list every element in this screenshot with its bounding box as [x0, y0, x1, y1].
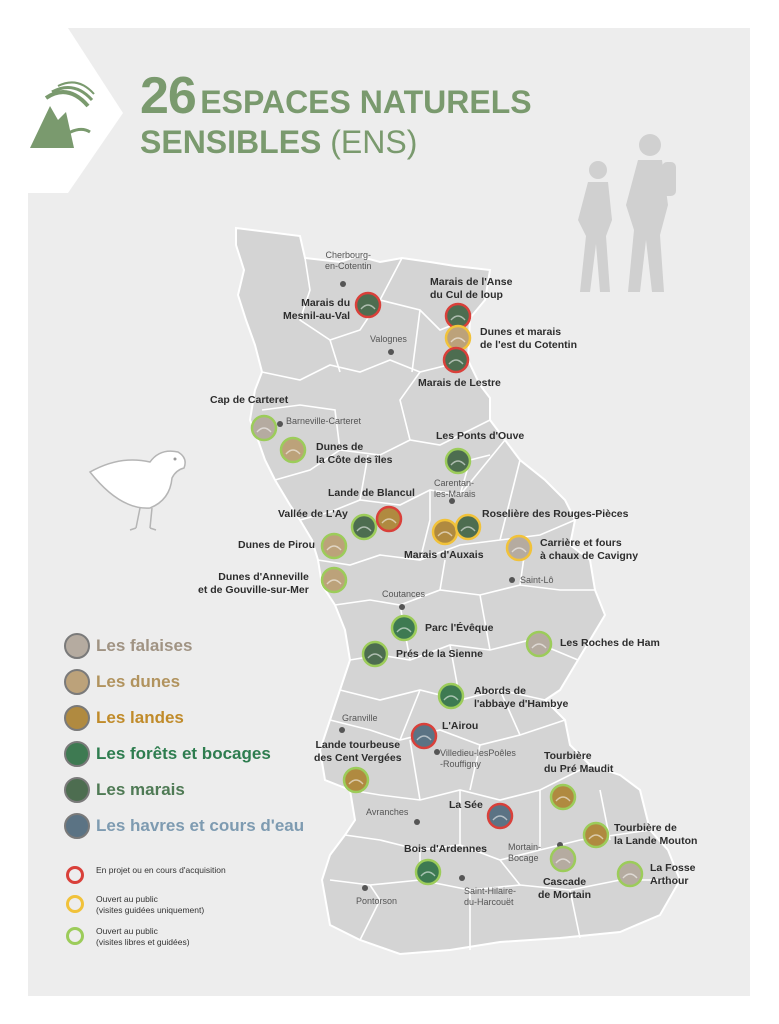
city-villedieu: Villedieu-lesPoêles -Rouffigny [440, 748, 516, 769]
site-marker-anneville [322, 568, 346, 592]
city-mortain: Mortain- Bocage [508, 842, 542, 863]
coutances-dot [399, 604, 405, 610]
site-marker-fosse [618, 862, 642, 886]
legend-item [64, 664, 304, 700]
site-label-eveque: Parc l'Évêque [425, 622, 494, 634]
site-marker-pirou [322, 534, 346, 558]
dune-icon [64, 669, 90, 695]
site-label-airou: L'Airou [442, 720, 479, 732]
site-label-hambye: Abords de l'abbaye d'Hambye [474, 685, 569, 710]
legend-label: Les forêts et bocages [96, 744, 271, 763]
site-label-anse: Marais de l'Anse du Cul de loup [430, 276, 513, 301]
city-avranches: Avranches [366, 807, 409, 817]
site-label-cascade: Cascade de Mortain [538, 876, 592, 901]
site-marker-rougespieces [456, 515, 480, 539]
site-label-sienne: Prés de la Sienne [396, 648, 483, 660]
site-marker-cavigny [507, 536, 531, 560]
site-label-blancul: Lande de Blancul [328, 487, 415, 499]
site-label-rougespieces: Roselière des Rouges-Pièces [482, 508, 629, 520]
legend-label: Les dunes [96, 672, 181, 691]
site-marker-sienne [363, 642, 387, 666]
site-label-carteret: Cap de Carteret [210, 394, 289, 406]
saint-hilaire-dot [459, 875, 465, 881]
valognes-dot [388, 349, 394, 355]
status-label: En projet ou en cours d'acquisition [96, 865, 226, 875]
site-label-cote-iles: Dunes de la Côte des îles [316, 441, 393, 466]
site-marker-cent-vergees [344, 768, 368, 792]
site-marker-pre-maudit [551, 785, 575, 809]
city-saint-lo: Saint-Lô [520, 575, 554, 585]
city-saint-hilaire: Saint-Hilaire- du-Harcouët [464, 886, 517, 907]
city-barneville: Barneville-Carteret [286, 416, 362, 426]
cherbourg-dot [340, 281, 346, 287]
site-marker-anse [446, 304, 470, 328]
city-carentan: Carentan- les-Marais [434, 478, 476, 499]
bird-illustration-icon [90, 451, 185, 530]
legend-label: Les havres et cours d'eau [96, 816, 305, 835]
site-label-see: La Sée [449, 799, 483, 811]
site-label-cent-vergees: Lande tourbeuse des Cent Vergées [314, 739, 402, 764]
barneville-dot [277, 421, 283, 427]
site-label-ham: Les Roches de Ham [560, 637, 660, 649]
title-line2-suffix: (ENS) [330, 124, 418, 160]
saint-lo-dot [509, 577, 515, 583]
legend-item [64, 808, 304, 844]
site-marker-ay [352, 515, 376, 539]
site-marker-cascade [551, 847, 575, 871]
site-label-lestre: Marais de Lestre [418, 377, 501, 389]
category-legend [64, 628, 304, 844]
legend-item [64, 700, 304, 736]
status-ring-icon [66, 866, 84, 884]
site-label-mesnil: Marais du Mesnil-au-Val [283, 297, 351, 322]
city-granville: Granville [342, 713, 378, 723]
site-label-auxais: Marais d'Auxais [404, 549, 484, 561]
status-label: Ouvert au public (visites guidées uniquement) [96, 894, 205, 915]
site-marker-carteret [252, 416, 276, 440]
site-marker-blancul [377, 507, 401, 531]
site-label-fosse: La Fosse Arthour [650, 862, 696, 887]
site-marker-airou [412, 724, 436, 748]
site-label-pre-maudit: Tourbière du Pré Maudit [544, 750, 614, 775]
site-marker-hambye [439, 684, 463, 708]
pontorson-dot [362, 885, 368, 891]
forest-icon [64, 741, 90, 767]
status-ring-icon [66, 927, 84, 945]
legend-label: Les marais [96, 780, 185, 799]
site-label-cavigny: Carrière et fours à chaux de Cavigny [540, 537, 639, 562]
site-label-ponts-ouve: Les Ponts d'Ouve [436, 430, 525, 442]
site-label-pirou: Dunes de Pirou [238, 539, 316, 551]
city-coutances: Coutances [382, 589, 426, 599]
site-marker-eveque [392, 616, 416, 640]
title-line2-main: SENSIBLES [140, 124, 322, 160]
status-legend [66, 865, 226, 958]
site-label-dunes-est: Dunes et marais de l'est du Cotentin [480, 326, 577, 351]
site-marker-ham [527, 632, 551, 656]
status-item [66, 894, 226, 916]
title-line1: ESPACES NATURELS [200, 84, 532, 120]
site-label-ardennes: Bois d'Ardennes [404, 843, 488, 855]
river-icon [64, 813, 90, 839]
site-marker-lestre [444, 348, 468, 372]
legend-label: Les landes [96, 708, 184, 727]
city-cherbourg: Cherbourg- en-Cotentin [325, 250, 372, 271]
site-marker-auxais [433, 520, 457, 544]
site-marker-lande-mouton [584, 823, 608, 847]
legend-item [64, 736, 304, 772]
status-item [66, 926, 226, 948]
site-marker-mesnil [356, 293, 380, 317]
site-marker-ardennes [416, 860, 440, 884]
hikers-illustration-icon [578, 134, 676, 292]
legend-label: Les falaises [96, 636, 193, 655]
status-label: Ouvert au public (visites libres et guidées) [96, 926, 190, 947]
heath-icon [64, 705, 90, 731]
cliff-icon [64, 633, 90, 659]
site-marker-dunes-est [446, 326, 470, 350]
legend-item [64, 772, 304, 808]
avranches-dot [414, 819, 420, 825]
site-label-ay: Vallée de L'Ay [278, 508, 348, 520]
site-marker-cote-iles [281, 438, 305, 462]
site-marker-ponts-ouve [446, 449, 470, 473]
granville-dot [339, 727, 345, 733]
site-label-anneville: Dunes d'Anneville et de Gouville-sur-Mer [198, 571, 309, 596]
title-number: 26 [140, 67, 196, 125]
status-item [66, 865, 226, 884]
city-pontorson: Pontorson [356, 896, 398, 906]
status-ring-icon [66, 895, 84, 913]
site-marker-see [488, 804, 512, 828]
city-valognes: Valognes [370, 334, 407, 344]
site-label-lande-mouton: Tourbière de la Lande Mouton [614, 822, 698, 847]
marsh-icon [64, 777, 90, 803]
legend-item [64, 628, 304, 664]
